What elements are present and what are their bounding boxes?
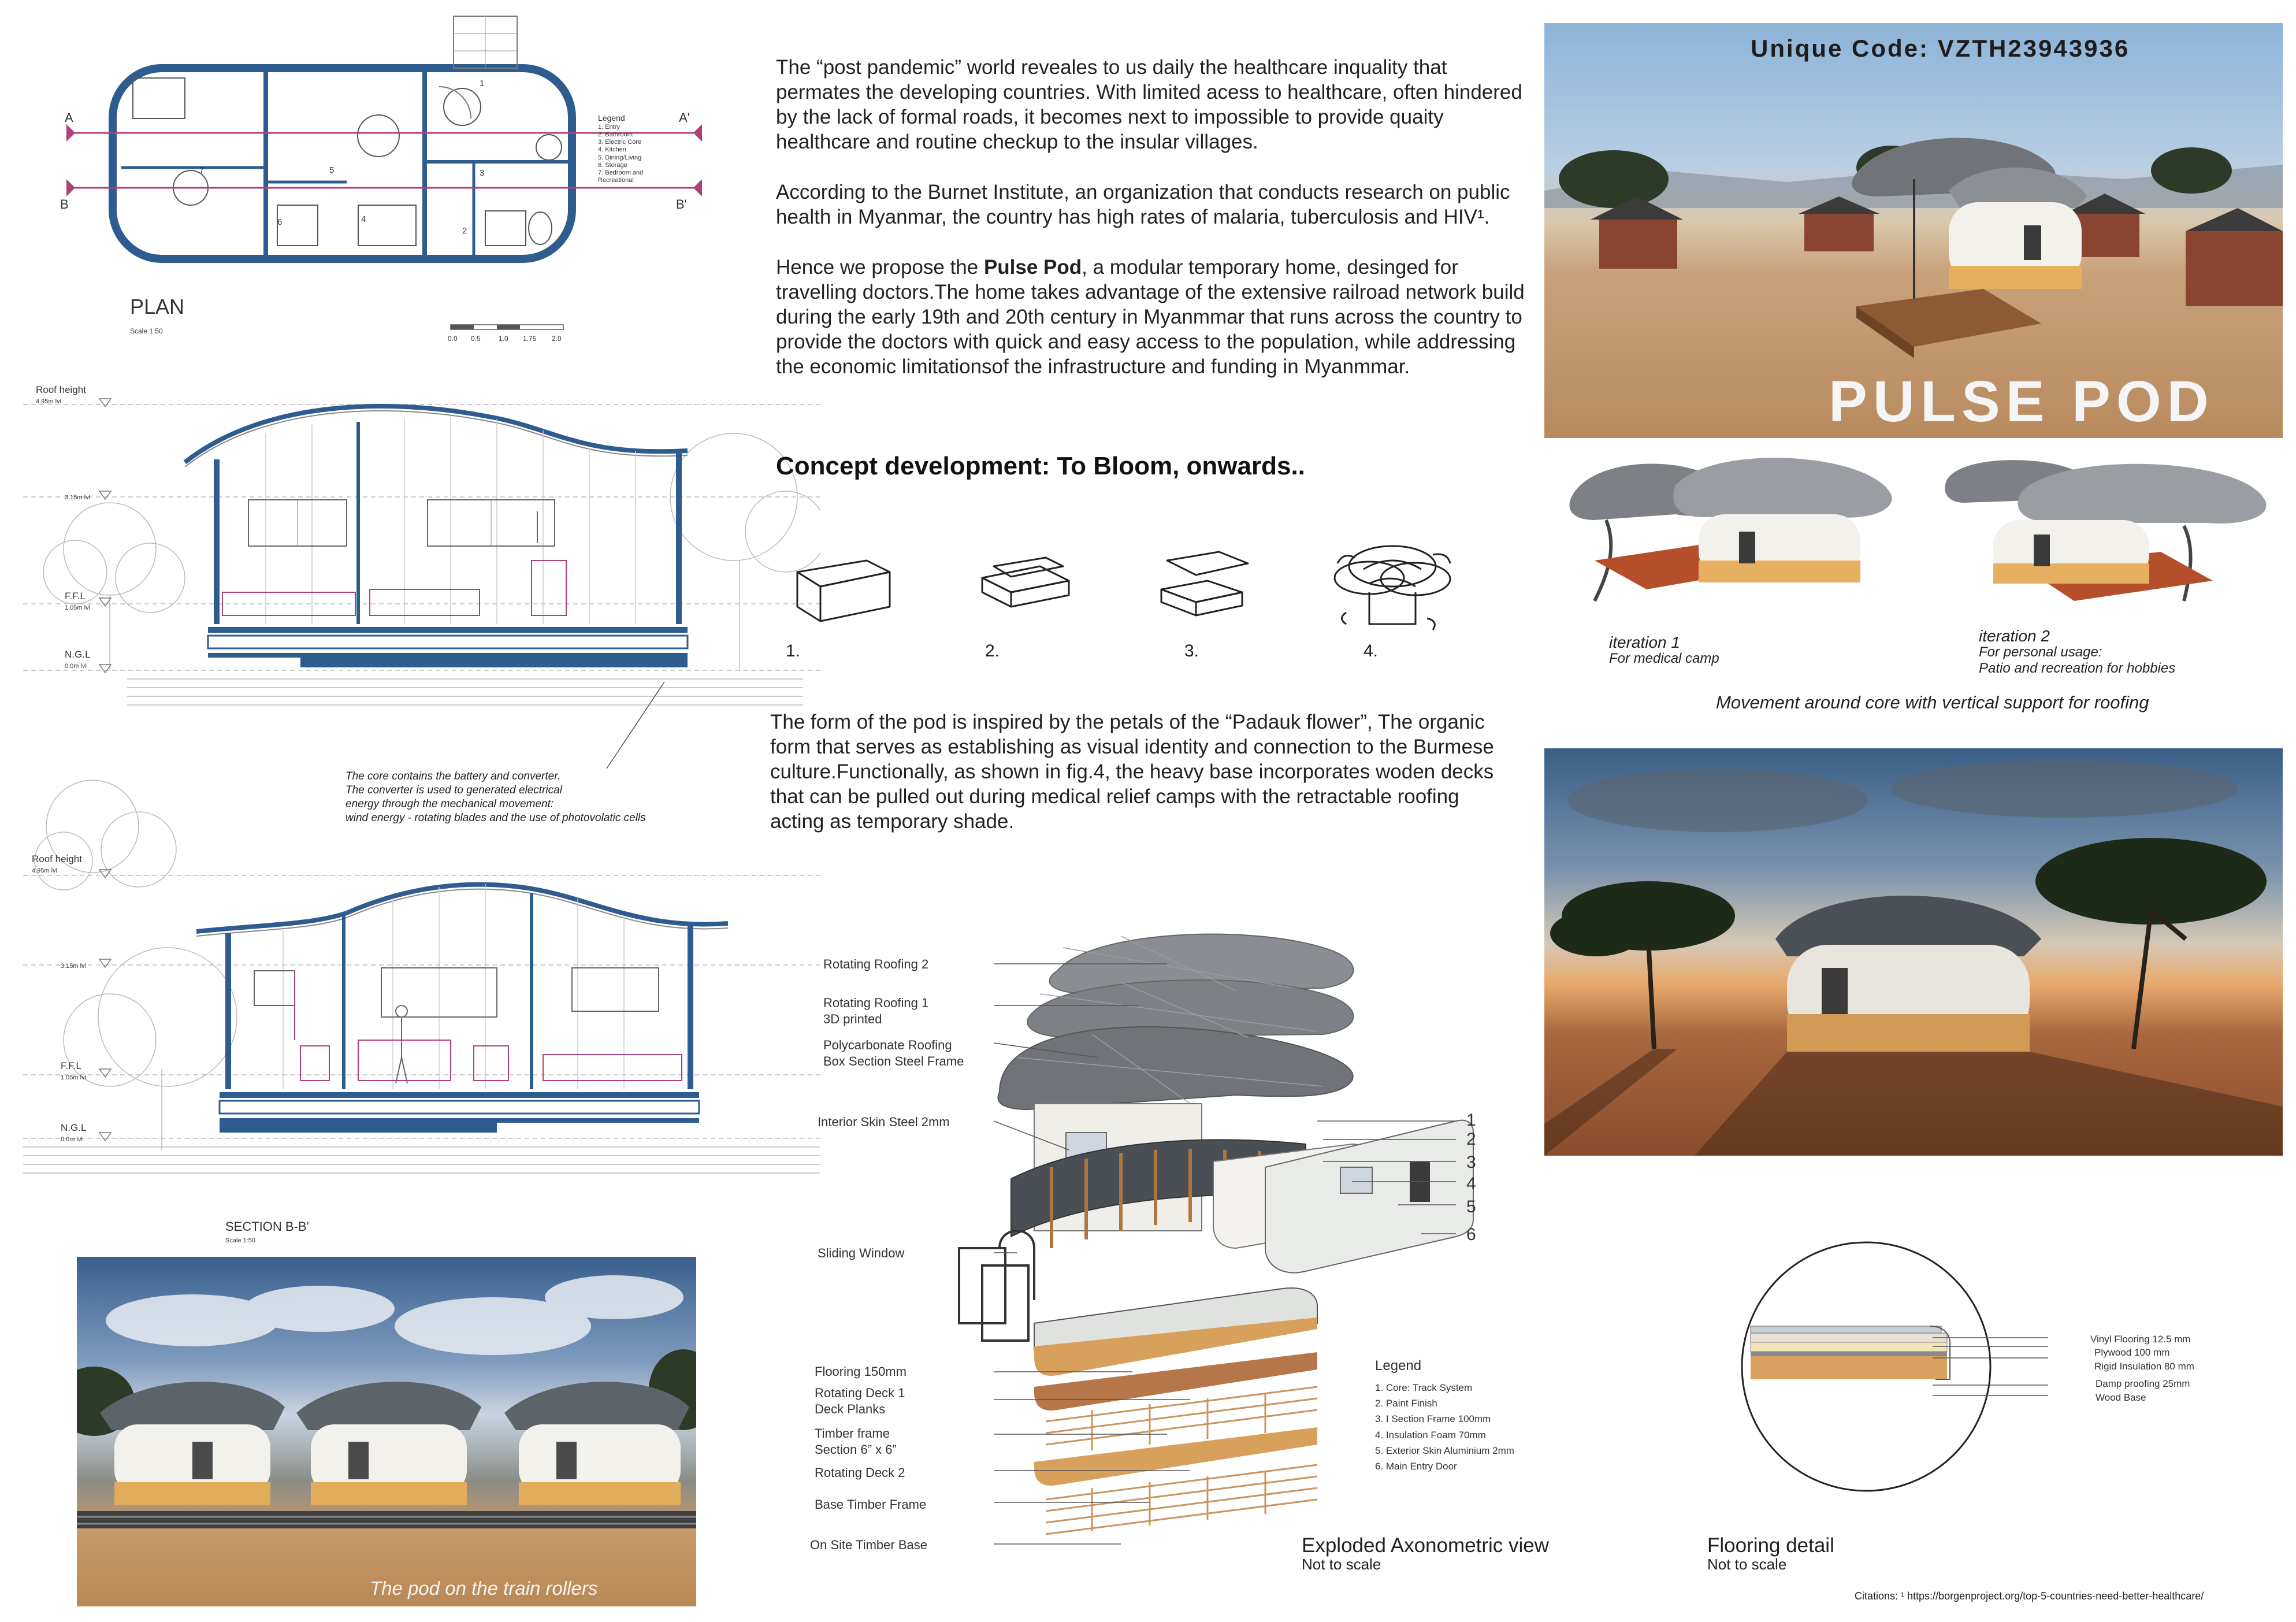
scale-tick: 1.75 — [523, 335, 537, 343]
hero-title: PULSE POD — [1829, 369, 2215, 434]
train-rollers-render — [77, 1257, 696, 1606]
flooring-title: Flooring detail — [1707, 1534, 1834, 1557]
intro-paragraph-2: According to the Burnet Institute, an organization that conducts research on public health in Myanmar, the country has high rates of malaria, tuberculosis and HIV¹. — [776, 181, 1510, 229]
flooring-label: Plywood 100 mm — [2094, 1347, 2170, 1358]
level-b-315-value: 3.15m lvl — [61, 963, 87, 970]
level-b-ngl-label: N.G.L — [61, 1122, 87, 1133]
pulse-pod-name: Pulse Pod — [983, 256, 1082, 279]
exploded-label: Base Timber Frame — [815, 1497, 927, 1512]
plan-legend-item: 3. Electric Core — [598, 139, 642, 146]
plan-legend-item: 2. Bathroom — [598, 131, 633, 139]
level-ngl-label: N.G.L — [65, 649, 91, 660]
exploded-label: Flooring 150mm — [815, 1364, 906, 1379]
exploded-legend-item: 5. Exterior Skin Aluminium 2mm — [1375, 1445, 1514, 1456]
level-ffl-label: F.F.L — [65, 591, 86, 602]
exploded-legend — [1375, 1358, 1583, 1474]
exploded-legend-item: 3. I Section Frame 100mm — [1375, 1413, 1491, 1425]
flooring-label: Vinyl Flooring 12.5 mm — [2090, 1334, 2191, 1345]
flooring-label: Wood Base — [2096, 1392, 2146, 1403]
intro-p3-before: Hence we propose the — [776, 256, 984, 279]
room-number: 7 — [199, 165, 205, 175]
room-number: 5 — [329, 165, 335, 175]
exploded-number: 5 — [1466, 1197, 1476, 1216]
room-number: 2 — [462, 226, 467, 236]
plan-legend-item: 6. Storage — [598, 161, 627, 169]
core-note-line: The converter is used to generated electrical — [345, 784, 562, 797]
exploded-label: Box Section Steel Frame — [823, 1054, 964, 1068]
concept-heading: Concept development: To Bloom, onwards.. — [776, 452, 1305, 480]
exploded-legend-item: 1. Core: Track System — [1375, 1382, 1473, 1393]
citation: Citations: ¹ https://borgenproject.org/top-5-countries-need-better-healthcare/ — [1855, 1590, 2204, 1602]
intro-paragraph-3 — [776, 255, 1533, 379]
level-b-ffl-label: F.F.L — [61, 1060, 81, 1071]
exploded-subtitle: Not to scale — [1302, 1556, 1381, 1573]
section-b-title: SECTION B-B' — [225, 1219, 309, 1234]
intro-p3-after: , a modular temporary home, desinged for travelling doctors.The home takes advantage of the extensive railroad network build during the early 19th and 20th century in Myanmmar that runs across the country to provide the doctors with quick and easy access to the population, while addressing the economic limitationsof the infrastructure and funding in Myanmmar. — [776, 256, 1525, 378]
level-315-value: 3.15m lvl — [65, 494, 91, 501]
exploded-number: 3 — [1466, 1153, 1476, 1172]
sunset-render-svg — [1544, 748, 2283, 1156]
plan-legend-item: 4. Kitchen — [598, 146, 626, 154]
concept-step-3: 3. — [1184, 641, 1199, 660]
plan-legend-item: 1. Entry — [598, 123, 620, 131]
exploded-label: Timber frame — [815, 1426, 890, 1441]
exploded-legend-item: 6. Main Entry Door — [1375, 1460, 1457, 1472]
exploded-number: 2 — [1466, 1130, 1476, 1149]
scale-tick: 2.0 — [552, 335, 562, 343]
section-b-scale: Scale 1:50 — [225, 1237, 255, 1244]
core-note-line: wind energy - rotating blades and the use of photovolatic cells — [345, 812, 646, 825]
plan-legend-item: 5. Dining/Living — [598, 154, 642, 161]
iteration-2-render — [1941, 445, 2276, 613]
concept-step-1: 1. — [786, 641, 801, 660]
exploded-legend-item: 2. Paint Finish — [1375, 1398, 1437, 1409]
train-render-svg — [77, 1257, 696, 1606]
section-b-drawing — [23, 769, 820, 1179]
iterations-caption: Movement around core with vertical support for roofing — [1716, 692, 2149, 712]
core-note-line: The core contains the battery and converter. — [345, 770, 561, 782]
level-roof-value: 4.95m lvl — [36, 398, 62, 405]
flooring-label: Rigid Insulation 80 mm — [2094, 1361, 2194, 1372]
flooring-subtitle: Not to scale — [1707, 1556, 1787, 1573]
exploded-label: 3D printed — [823, 1012, 882, 1026]
concept-step-2: 2. — [985, 641, 1000, 660]
room-number: 4 — [361, 214, 366, 224]
level-roof-label: Roof height — [36, 384, 86, 395]
iteration-2-subtitle: For personal usage: — [1979, 644, 2102, 660]
exploded-number: 6 — [1466, 1225, 1476, 1244]
room-number: 3 — [480, 168, 485, 178]
level-ngl-value: 0.0m lvl — [65, 663, 87, 670]
section-b-svg — [23, 769, 820, 1179]
exploded-number: 4 — [1466, 1174, 1476, 1193]
plan-legend-item: 7. Bedroom and Recreational — [598, 169, 644, 184]
scale-bar-svg — [448, 324, 569, 335]
exploded-label: Section 6” x 6” — [815, 1442, 897, 1457]
iteration-2-svg — [1941, 445, 2276, 613]
iteration-2-subtitle-2: Patio and recreation for hobbies — [1979, 660, 2176, 676]
exploded-number: 1 — [1466, 1111, 1476, 1130]
exploded-label: Deck Planks — [815, 1402, 886, 1416]
concept-step-4: 4. — [1364, 641, 1379, 660]
core-note-line: energy through the mechanical movement: — [345, 798, 554, 811]
concept-sketches — [792, 537, 1508, 653]
level-b-ffl-value: 1.05m lvl — [61, 1074, 87, 1081]
exploded-label: Rotating Roofing 2 — [823, 957, 929, 971]
form-paragraph: The form of the pod is inspired by the petals of the “Padauk flower”, The organic form that serves as establishing as visual identity and connection to the Burmese culture.Functionally, as shown in fig.4, the heavy base incorporates woden decks that can be pulled out during medical relief camps with the retractable roofing acting as temporary shade. — [770, 711, 1494, 833]
exploded-label: Sliding Window — [818, 1246, 905, 1260]
iteration-1-title: iteration 1 — [1609, 633, 1680, 651]
scale-tick: 0.5 — [471, 335, 481, 343]
room-number: 1 — [480, 79, 485, 88]
exploded-label: Rotating Roofing 1 — [823, 996, 929, 1010]
iteration-1-svg — [1560, 445, 1907, 613]
exploded-label: Rotating Deck 2 — [815, 1465, 905, 1480]
iteration-1-subtitle: For medical camp — [1609, 651, 1719, 666]
room-number: 6 — [277, 217, 283, 227]
sunset-render — [1544, 748, 2283, 1156]
section-a-drawing — [23, 370, 820, 711]
plan-legend-title: Legend — [598, 113, 625, 123]
concept-sketches-svg — [792, 537, 1508, 653]
core-leader — [601, 682, 670, 774]
exploded-legend-item: 4. Insulation Foam 70mm — [1375, 1429, 1486, 1441]
train-caption: The pod on the train rollers — [370, 1578, 598, 1599]
plan-title: PLAN — [130, 295, 185, 318]
scale-tick: 0.0 — [448, 335, 458, 343]
exploded-label: On Site Timber Base — [810, 1538, 927, 1552]
section-mark-b: B — [60, 197, 69, 211]
exploded-title: Exploded Axonometric view — [1302, 1534, 1549, 1557]
exploded-label: Interior Skin Steel 2mm — [818, 1115, 950, 1129]
level-b-roof-label: Roof height — [32, 853, 82, 864]
flooring-label: Damp proofing 25mm — [2096, 1378, 2190, 1389]
exploded-legend-title: Legend — [1375, 1358, 1422, 1374]
section-a-svg — [23, 370, 820, 711]
iteration-1-render — [1560, 445, 1907, 613]
unique-code: Unique Code: VZTH23943936 — [1751, 35, 2130, 62]
level-b-ngl-value: 0.0m lvl — [61, 1136, 83, 1143]
section-mark-b-prime: B' — [676, 197, 687, 211]
plan-legend — [598, 113, 679, 184]
scale-tick: 1.0 — [499, 335, 508, 343]
exploded-label: Rotating Deck 1 — [815, 1386, 905, 1400]
flooring-leaders — [1933, 1332, 2048, 1419]
scale-bar — [448, 324, 569, 347]
level-ffl-value: 1.05m lvl — [65, 604, 91, 611]
level-b-roof-value: 4.95m lvl — [32, 867, 58, 874]
exploded-label: Polycarbonate Roofing — [823, 1038, 952, 1052]
section-mark-a: A — [65, 110, 73, 125]
plan-scale: Scale 1:50 — [130, 327, 163, 335]
section-mark-a-prime: A' — [679, 110, 690, 125]
iteration-2-title: iteration 2 — [1979, 627, 2050, 645]
intro-paragraph-1: The “post pandemic” world reveales to us daily the healthcare inquality that permates the developing countries. With limited acess to healthcare, often hindered by the lack of formal roads, it becomes next to impossible to provide quaity healthcare and routine checkup to the insular villages. — [776, 56, 1522, 154]
